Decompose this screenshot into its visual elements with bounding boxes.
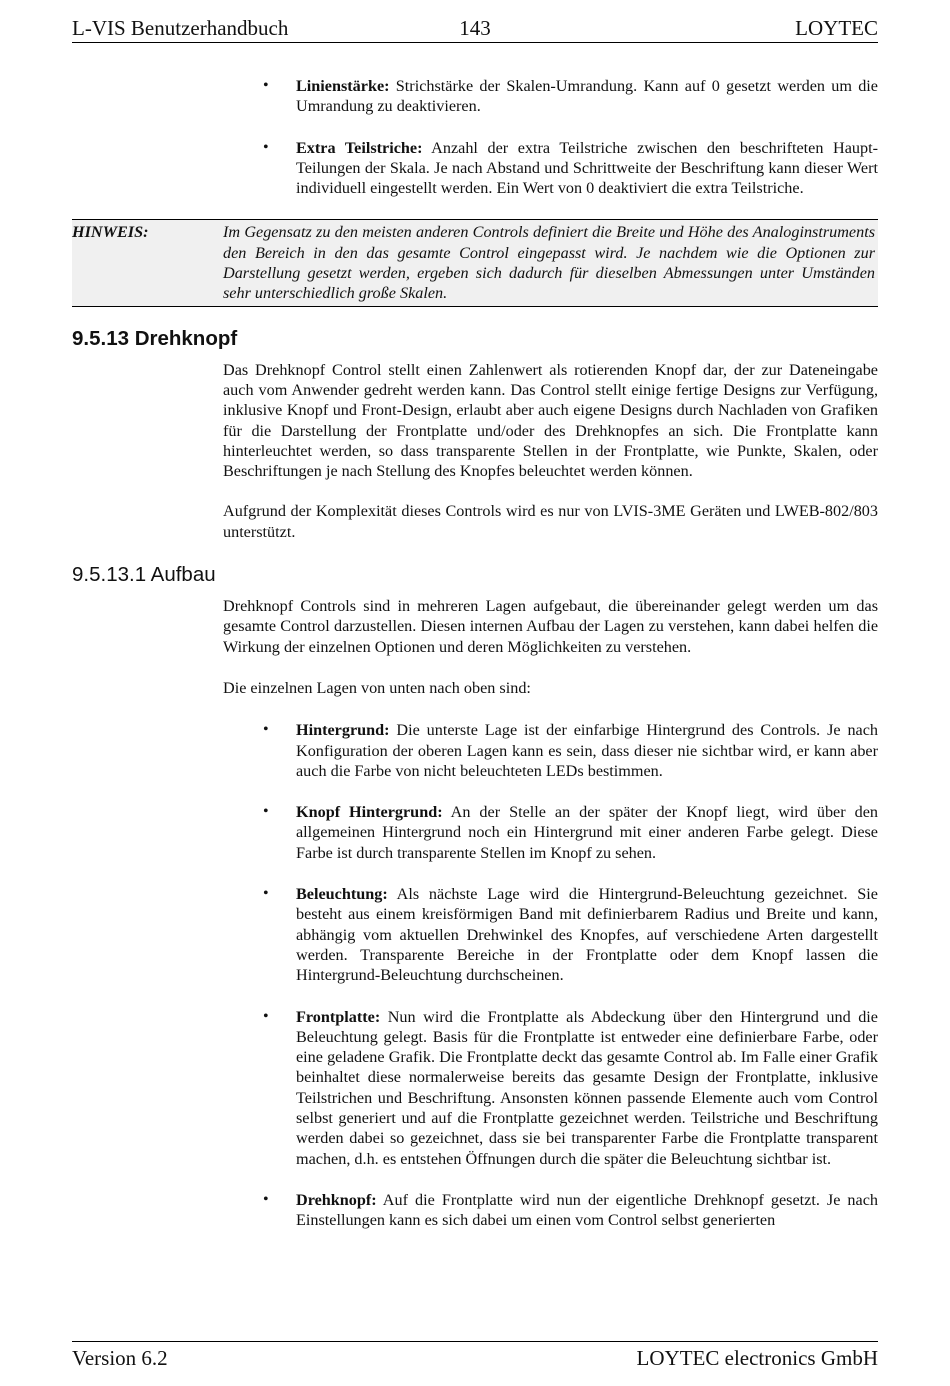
- bullet-term: Linienstärke:: [296, 77, 390, 95]
- page-content: [72, 76, 878, 1230]
- bullet-icon: •: [263, 885, 269, 903]
- footer-version: Version 6.2: [72, 1346, 168, 1370]
- header-manual-title: L-VIS Benutzerhandbuch: [72, 16, 289, 40]
- bullet-icon: •: [263, 77, 269, 94]
- list-item: [72, 1190, 878, 1231]
- bullet-text: Die unterste Lage ist der einfarbige Hintergrund des Controls. Je nach Konfiguration der oberen Lagen kann es sein, dass dieser nie sichtbar wird, er kann aber auch die Farbe von nicht beleuchteten LEDs bestimmen.: [296, 721, 878, 780]
- header-page-number: 143: [459, 16, 491, 40]
- bullet-icon: •: [263, 721, 269, 739]
- bullet-text: An der Stelle an der später der Knopf liegt, wird über den allgemeinen Hintergrund noch ein Hintergrund mit einer anderen Farbe gelegt. Diese Farbe ist durch transparente Stellen im Knopf zu sehen.: [296, 803, 878, 862]
- section-paragraph: Aufgrund der Komplexität dieses Controls wird es nur von LVIS-3ME Geräten und LWEB-802/803 unterstützt.: [223, 502, 878, 541]
- note-box: [72, 219, 878, 306]
- bullet-text: Nun wird die Frontplatte als Abdeckung über den Hintergrund und die Beleuchtung gelegt. Basis für die Frontplatte ist entweder eine definierbare Farbe, oder eine geladene Grafik. Die Frontplatte deckt das gesamte Control ab. Im Falle einer Grafik beinhaltet diese normalerweise bereits das gesamte Design der Frontplatte, inklusive Teilstrichen und Beschriftung. Ansonsten können passende Elemente auch vom Control selbst generiert und auf die Frontplatte gezeichnet werden. Teilstriche und Beschriftung werden dabei so gezeichnet, dass sie bei transparenter Farbe die Frontplatte transparent machen, d.h. es entstehen Öffnungen durch die später die Beleuchtung sichtbar ist.: [296, 1007, 878, 1168]
- note-text: Im Gegensatz zu den meisten anderen Controls definiert die Breite und Höhe des Analoginstruments den Bereich in den das gesamte Control eingepasst wird. Je nachdem wie die Optionen zur Darstellung gesetzt werden, ergeben sich dadurch für dieselben Abmessungen unter Umständen sehr unterschiedlich große Skalen.: [223, 223, 875, 303]
- top-bullet-list: [72, 76, 878, 198]
- bullet-text: Anzahl der extra Teilstriche zwischen den beschrifteten Haupt-Teilungen der Skala. Je nach Abstand und Schrittweite der Beschriftung kann dieser Wert individuell eingestellt werden. Ein Wert von 0 deaktiviert die extra Teilstriche.: [296, 138, 878, 198]
- layer-bullet-list: [72, 720, 878, 1230]
- list-item: [72, 802, 878, 863]
- list-spacer: [72, 986, 878, 1007]
- bullet-icon: •: [263, 138, 269, 156]
- subsection-paragraph: Die einzelnen Lagen von unten nach oben sind:: [223, 678, 531, 697]
- list-item: [72, 884, 878, 985]
- list-item: [72, 138, 878, 199]
- bullet-term: Frontplatte:: [296, 1007, 381, 1026]
- footer-company: LOYTEC electronics GmbH: [636, 1346, 878, 1370]
- bullet-text: Auf die Frontplatte wird nun der eigentliche Drehknopf gesetzt. Je nach Einstellungen kann es sich dabei um einen vom Control selbst generierten: [296, 1190, 878, 1230]
- subsection-paragraph: Drehknopf Controls sind in mehreren Lagen aufgebaut, die übereinander gelegt werden um das gesamte Control darzustellen. Diesen internen Aufbau der Lagen zu verstehen, kann dabei helfen die Wirkung der einzelnen Optionen und deren Möglichkeiten zu verstehen.: [223, 597, 878, 656]
- bullet-icon: •: [263, 1007, 269, 1025]
- list-item: [72, 720, 878, 781]
- bullet-term: Extra Teilstriche:: [296, 138, 423, 157]
- list-spacer: [72, 117, 878, 138]
- note-label: HINWEIS:: [72, 223, 149, 242]
- section-heading: 9.5.13 Drehknopf: [72, 326, 238, 350]
- bullet-term: Beleuchtung:: [296, 885, 388, 904]
- bullet-text: Als nächste Lage wird die Hintergrund-Beleuchtung gezeichnet. Sie besteht aus einem kreisförmigen Band mit definierbarem Radius und Breite und kann, abhängig vom aktuellen Drehwinkel des Knopfes, auf verschiedene Arten dargestellt werden. Transparente Bereiche in der Frontplatte oder dem Knopf lassen die Hintergrund-Beleuchtung durchscheinen.: [296, 885, 878, 985]
- list-spacer: [72, 1169, 878, 1190]
- header-company: LOYTEC: [795, 16, 878, 40]
- list-spacer: [72, 781, 878, 802]
- list-spacer: [72, 863, 878, 884]
- bullet-term: Drehknopf:: [296, 1190, 377, 1209]
- page-header: [72, 14, 878, 43]
- list-item: [72, 1007, 878, 1169]
- page-footer: [72, 1341, 878, 1370]
- section-paragraph: Das Drehknopf Control stellt einen Zahlenwert als rotierenden Knopf dar, der zur Dateneingabe auch vom Anwender gedreht werden kann. Das Control stellt einige fertige Designs zur Verfügung, inklusive Knopf und Front-Design, erlaubt aber auch eigene Designs durch Nachladen von Grafiken für die Darstellung der Frontplatte und/oder des Drehknopfes an sich. Die Frontplatte kann hinterleuchtet werden, so dass transparente Stellen in der Frontplatte, wie Punkte, Skalen, oder Beschriftungen je nach Stellung des Knopfes beleuchtet werden können.: [223, 360, 878, 481]
- list-item: [72, 76, 878, 117]
- bullet-icon: •: [263, 1190, 269, 1208]
- bullet-icon: •: [263, 803, 269, 821]
- bullet-term: Knopf Hintergrund:: [296, 803, 443, 822]
- bullet-term: Hintergrund:: [296, 721, 390, 740]
- bullet-text: Strichstärke der Skalen-Umrandung. Kann auf 0 gesetzt werden um die Umrandung zu deaktivieren.: [296, 77, 878, 116]
- subsection-heading: 9.5.13.1 Aufbau: [72, 563, 216, 587]
